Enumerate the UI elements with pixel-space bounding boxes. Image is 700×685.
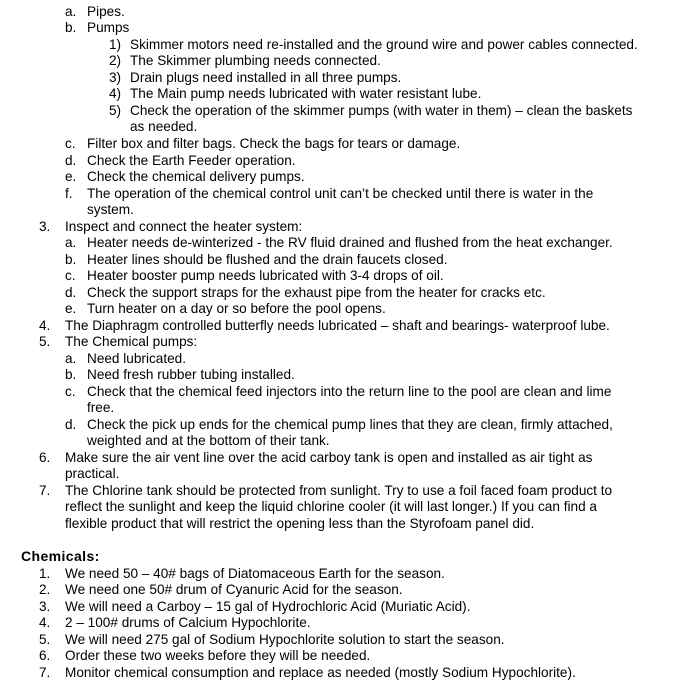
list-marker: d. xyxy=(65,417,77,432)
list-marker: e. xyxy=(65,169,77,184)
list-marker: 2) xyxy=(109,53,122,68)
list-marker: b. xyxy=(65,20,77,35)
list-text: Check the pick up ends for the chemical pump lines that they are clean, firmly attached, xyxy=(87,417,613,432)
list-marker: c. xyxy=(65,384,76,399)
list-text: The Chemical pumps: xyxy=(65,334,198,349)
list-text: The Main pump needs lubricated with water resistant lube. xyxy=(130,86,482,101)
list-marker: 3. xyxy=(39,219,51,234)
list-text: We need one 50# drum of Cyanuric Acid for the season. xyxy=(65,582,403,597)
list-text: Skimmer motors need re-installed and the ground wire and power cables connected. xyxy=(130,37,638,52)
list-marker: c. xyxy=(65,268,76,283)
list-text: Order these two weeks before they will be needed. xyxy=(65,648,371,663)
list-text: Need lubricated. xyxy=(87,351,186,366)
list-marker: a. xyxy=(65,4,77,19)
list-text: We will need 275 gal of Sodium Hypochlorite solution to start the season. xyxy=(65,632,505,647)
list-text: The Chlorine tank should be protected from sunlight. Try to use a foil faced foam product to xyxy=(65,483,613,498)
list-marker: 5. xyxy=(39,334,51,349)
list-text: Make sure the air vent line over the acid carboy tank is open and installed as air tight as xyxy=(65,450,593,465)
list-marker: d. xyxy=(65,153,77,168)
list-marker: 7. xyxy=(39,483,51,498)
list-text: Monitor chemical consumption and replace as needed (mostly Sodium Hypochlorite). xyxy=(65,665,576,680)
list-text: Inspect and connect the heater system: xyxy=(65,219,303,234)
list-text: practical. xyxy=(65,466,120,481)
list-marker: f. xyxy=(65,186,73,201)
list-marker: 6. xyxy=(39,648,51,663)
list-marker: a. xyxy=(65,351,77,366)
list-marker: 3) xyxy=(109,70,122,85)
list-text: Filter box and filter bags. Check the bags for tears or damage. xyxy=(87,136,461,151)
list-text: The operation of the chemical control unit can’t be checked until there is water in the xyxy=(87,186,594,201)
list-marker: 4) xyxy=(109,86,122,101)
list-text: Check that the chemical feed injectors into the return line to the pool are clean and lime xyxy=(87,384,612,399)
list-text: system. xyxy=(87,202,134,217)
list-marker: 5. xyxy=(39,632,51,647)
list-marker: 5) xyxy=(109,103,122,118)
list-text: We need 50 – 40# bags of Diatomaceous Earth for the season. xyxy=(65,566,445,581)
list-text: flexible product that will restrict the opening less than the Styrofoam panel did. xyxy=(65,516,535,531)
list-marker: 4. xyxy=(39,318,51,333)
list-marker: b. xyxy=(65,367,77,382)
list-marker: 6. xyxy=(39,450,51,465)
list-marker: c. xyxy=(65,136,76,151)
list-text: Heater booster pump needs lubricated with 3-4 drops of oil. xyxy=(87,268,444,283)
list-text: Drain plugs need installed in all three pumps. xyxy=(130,70,402,85)
list-marker: 2. xyxy=(39,582,51,597)
list-text: weighted and at the bottom of their tank. xyxy=(87,433,330,448)
list-text: Need fresh rubber tubing installed. xyxy=(87,367,295,382)
list-text: Heater needs de-winterized - the RV fluid drained and flushed from the heat exchanger. xyxy=(87,235,613,250)
list-marker: d. xyxy=(65,285,77,300)
list-marker: 3. xyxy=(39,599,51,614)
list-text: Pipes. xyxy=(87,4,125,19)
list-text: Pumps xyxy=(87,20,130,35)
list-marker: b. xyxy=(65,252,77,267)
list-text: Turn heater on a day or so before the pool opens. xyxy=(87,301,386,316)
list-text: Check the operation of the skimmer pumps (with water in them) – clean the baskets xyxy=(130,103,633,118)
list-text: The Diaphragm controlled butterfly needs lubricated – shaft and bearings- waterproof lube. xyxy=(65,318,610,333)
list-text: Check the Earth Feeder operation. xyxy=(87,153,296,168)
list-marker: 1. xyxy=(39,566,51,581)
list-marker: 7. xyxy=(39,665,51,680)
chemicals-heading: Chemicals: xyxy=(21,548,100,564)
list-text: free. xyxy=(87,400,115,415)
list-marker: a. xyxy=(65,235,77,250)
list-text: 2 – 100# drums of Calcium Hypochlorite. xyxy=(65,615,311,630)
list-text: We will need a Carboy – 15 gal of Hydrochloric Acid (Muriatic Acid). xyxy=(65,599,471,614)
list-text: reflect the sunlight and keep the liquid chlorine cooler (it will last longer.) If you can find a xyxy=(65,499,597,514)
list-text: as needed. xyxy=(130,119,198,134)
list-marker: e. xyxy=(65,301,77,316)
list-text: Check the support straps for the exhaust pipe from the heater for cracks etc. xyxy=(87,285,546,300)
list-text: Heater lines should be flushed and the drain faucets closed. xyxy=(87,252,448,267)
list-marker: 1) xyxy=(109,37,122,52)
list-text: Check the chemical delivery pumps. xyxy=(87,169,305,184)
list-text: The Skimmer plumbing needs connected. xyxy=(130,53,381,68)
list-marker: 4. xyxy=(39,615,51,630)
